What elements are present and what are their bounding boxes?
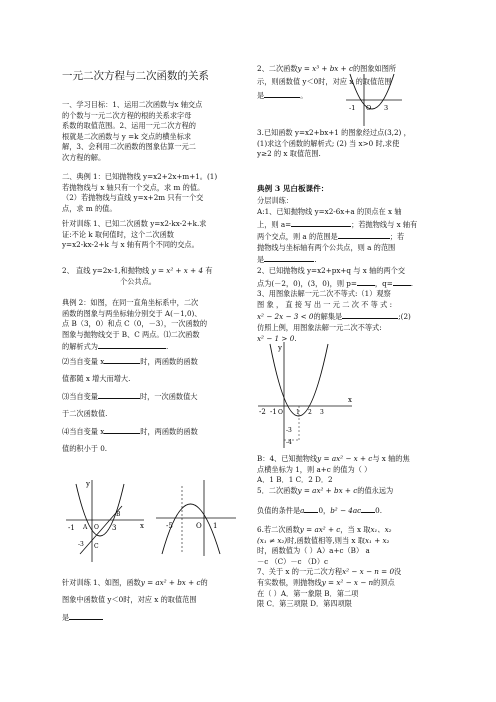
formula: y = x² − x − n: [321, 577, 374, 587]
formula: y = x³ + bx + c: [297, 64, 353, 73]
tick-label: -3: [286, 427, 292, 434]
origin-label: O: [366, 104, 372, 112]
practice-2: 2、 直线 y=2x-1,和抛物线 y = x² + x + 4 有 个公共点。: [62, 266, 213, 286]
tick-label: 2: [308, 409, 312, 416]
tick-label: 1: [213, 522, 218, 530]
example-line: 若抛物线与 x 轴只有一个交点，求 m 的值。: [62, 182, 205, 192]
y-label: y: [86, 480, 90, 488]
tick-label: 3: [384, 104, 389, 112]
answer-blank[interactable]: [104, 425, 140, 434]
example-1: [62, 172, 217, 214]
y-label: y: [278, 344, 282, 352]
formula: x² − 1 > 0．: [257, 333, 302, 343]
formula: y = x² + x + 4: [151, 266, 204, 275]
answer-blank[interactable]: [338, 230, 390, 239]
example-2: 典例 2：如图，在同一直角坐标系中，二次 函数的图象与两坐标轴分别交于 A(－1,0)、 点 B（3，0）和点 C（0，－3），一次函数的 图象与抛物线交于 B、C 两点。⑴二次函数 的解析式为 . ⑵当自变量 x 时，两函数的函数 值都随 x 增大而增大. ⑶当自变量 时，一次函数值大 于二次函数值. ⑷当自变量 x 时，两函数的函数 值的积小于 0.: [62, 298, 208, 453]
goal-line: 根就是二次函数与 y =k 交点的横坐标求: [62, 131, 192, 141]
tick-label: -4: [286, 439, 292, 446]
formula: x² − x − n = 0: [342, 567, 395, 577]
tick-label: -1: [68, 524, 75, 532]
practice-1b: 针对训练 1、如图，函数y = ax² + bx + c的 图象中函数值 y＜0时，对应 x 的取值范围 是: [62, 578, 208, 623]
formula: y = ax² − x + c: [317, 454, 373, 463]
origin-label: O: [278, 409, 283, 416]
practice-line: y=x2-kx-2+k 与 x 轴有两个不同的交点。: [62, 240, 199, 250]
answer-blank[interactable]: [69, 611, 103, 620]
tick-label: -1: [349, 104, 356, 112]
section-title: 典例 3 见白板课件：: [257, 184, 329, 193]
tick-label: 3: [320, 409, 324, 416]
example-line: 二、典例 1：已知抛物线 y=x2+2x+m+1。(1): [62, 172, 218, 181]
parabola-curve: [270, 344, 328, 416]
tick-label: 1: [296, 409, 300, 416]
page-title: 一元二次方程与二次函数的关系: [62, 70, 209, 82]
origin-label: O: [196, 522, 202, 530]
formula: y = ax² + bx + c: [297, 485, 358, 495]
learning-goals: [62, 100, 202, 164]
exercises-b: B：4、已知抛物线y = ax² − x + c与 x 轴的焦 点横坐标为 1，则 a+c 的值为（ ） A．1 B．1 C．2 D．2 5．二次函数y = ax² + bx + c的值永远为 负值的条件是a 0，b² − 4ac 0. 6.若二次函数y = ax² + c，当 x 取x₁、x₂ (x₁ ≠ x₂)时,函数值相等,则当 x 取x₁ + x₂ 时，函数值为（ ）A）a+c（B） a －c （C）－c （D）c 7、关于 x 的一元二次方程x² − x − n = 0没 有实数根，则抛物线y = x² − x − n的顶点 在（ ）A．第一象限 B．第二项 限 C．第三项限 D．第四项限: [257, 454, 410, 609]
goal-line: 解，3、会利用二次函数的图象估算一元二: [62, 142, 196, 152]
graph-example-2: [66, 476, 146, 564]
answer-blank[interactable]: [264, 253, 314, 262]
goal-line: 系数的取值范围。2、运用一元二次方程的: [62, 121, 196, 131]
answer-blank[interactable]: [361, 504, 375, 513]
graph-q2: [346, 72, 402, 128]
formula: x² − 2x − 3 < 0: [257, 312, 314, 322]
practice-line: 证:不论 k 取何值时，这个二次函数: [62, 229, 174, 239]
answer-blank[interactable]: [304, 504, 318, 513]
tick-label: -1: [270, 408, 277, 416]
graph-4-svg: [258, 340, 354, 450]
origin-label: O: [94, 524, 99, 531]
answer-blank[interactable]: [104, 355, 140, 364]
graph-3-svg: [346, 72, 402, 128]
graph-practice-1: [156, 478, 238, 558]
example-line: （2）若抛物线与直线 y=x+2m 只有一个交: [62, 193, 204, 203]
answer-blank[interactable]: [291, 218, 351, 227]
question-3-right: 3.已知函数 y=x2+bx+1 的图象经过点(3,2) ， (1)求这个函数的解析式; (2) 当 x>0 时,求使 y≥2 的 x 取值范围.: [257, 128, 411, 159]
question-2-right: 2、二次函数y = x³ + bx + c的图象如图所 示，则函数值 y＜0时，对应 x 的取值范围 是 。: [257, 64, 397, 101]
x-label: x: [140, 522, 144, 530]
graph-1-svg: [66, 476, 146, 564]
answer-blank[interactable]: [342, 310, 398, 319]
exercises-a: A:1、已知抛物线 y=x2-6x+a 的顶点在 x 轴 上，则 a= ；若抛物线与 x 轴有 两个交点，则 a 的范围是 ；若 抛物线与坐标轴有两个公共点，则 a 的范围 是 . 2、已知抛物线 y=x2+px+q 与 x 轴的两个交 点为(－2，0)，(3，0)，则 p= ，q= . 3、用图象法解一元二次不等式:（1）观察 图 象 ， 直 接 写 出 一 元 二 次 不 等 式 : x² − 2x − 3 < 0的解集是 ;(2) 仿照上例，用图象法解一元二次不等式: x² − 1 > 0．: [257, 207, 418, 343]
tick-label: -5: [166, 522, 173, 530]
tick-label: -2: [259, 408, 266, 416]
answer-blank[interactable]: [357, 277, 375, 286]
graph-a3: [258, 340, 354, 450]
answer-blank[interactable]: [98, 340, 166, 349]
answer-blank[interactable]: [264, 89, 300, 98]
goal-line: 一、学习目标：1、运用二次函数与x 轴交点: [62, 100, 203, 109]
practice-line: 针对训练 1、已知二次函数 y=x2-kx-2+k.求: [62, 219, 207, 228]
example-line: 点，求 m 的值。: [62, 203, 117, 213]
point-a-label: A: [83, 524, 88, 531]
x-label: x: [348, 396, 352, 404]
answer-options: A．1 B．1 C．2 D．2: [257, 475, 333, 485]
graph-2-svg: [156, 478, 238, 558]
goal-line: 次方程的解。: [62, 152, 106, 162]
practice-1: [62, 219, 206, 251]
formula: y = ax² + c: [299, 524, 341, 534]
goal-line: 的个数与一元二次方程的根的关系求字母: [62, 110, 192, 120]
answer-blank[interactable]: [98, 390, 140, 399]
tick-label: -3: [78, 541, 84, 548]
answer-blank[interactable]: [393, 277, 411, 286]
formula: y = ax² + bx + c: [140, 578, 201, 587]
point-b-label: B: [116, 511, 121, 518]
tick-label: 3: [112, 524, 117, 532]
layer-heading: 分层训练：: [257, 196, 293, 205]
point-c-label: C: [94, 543, 99, 550]
